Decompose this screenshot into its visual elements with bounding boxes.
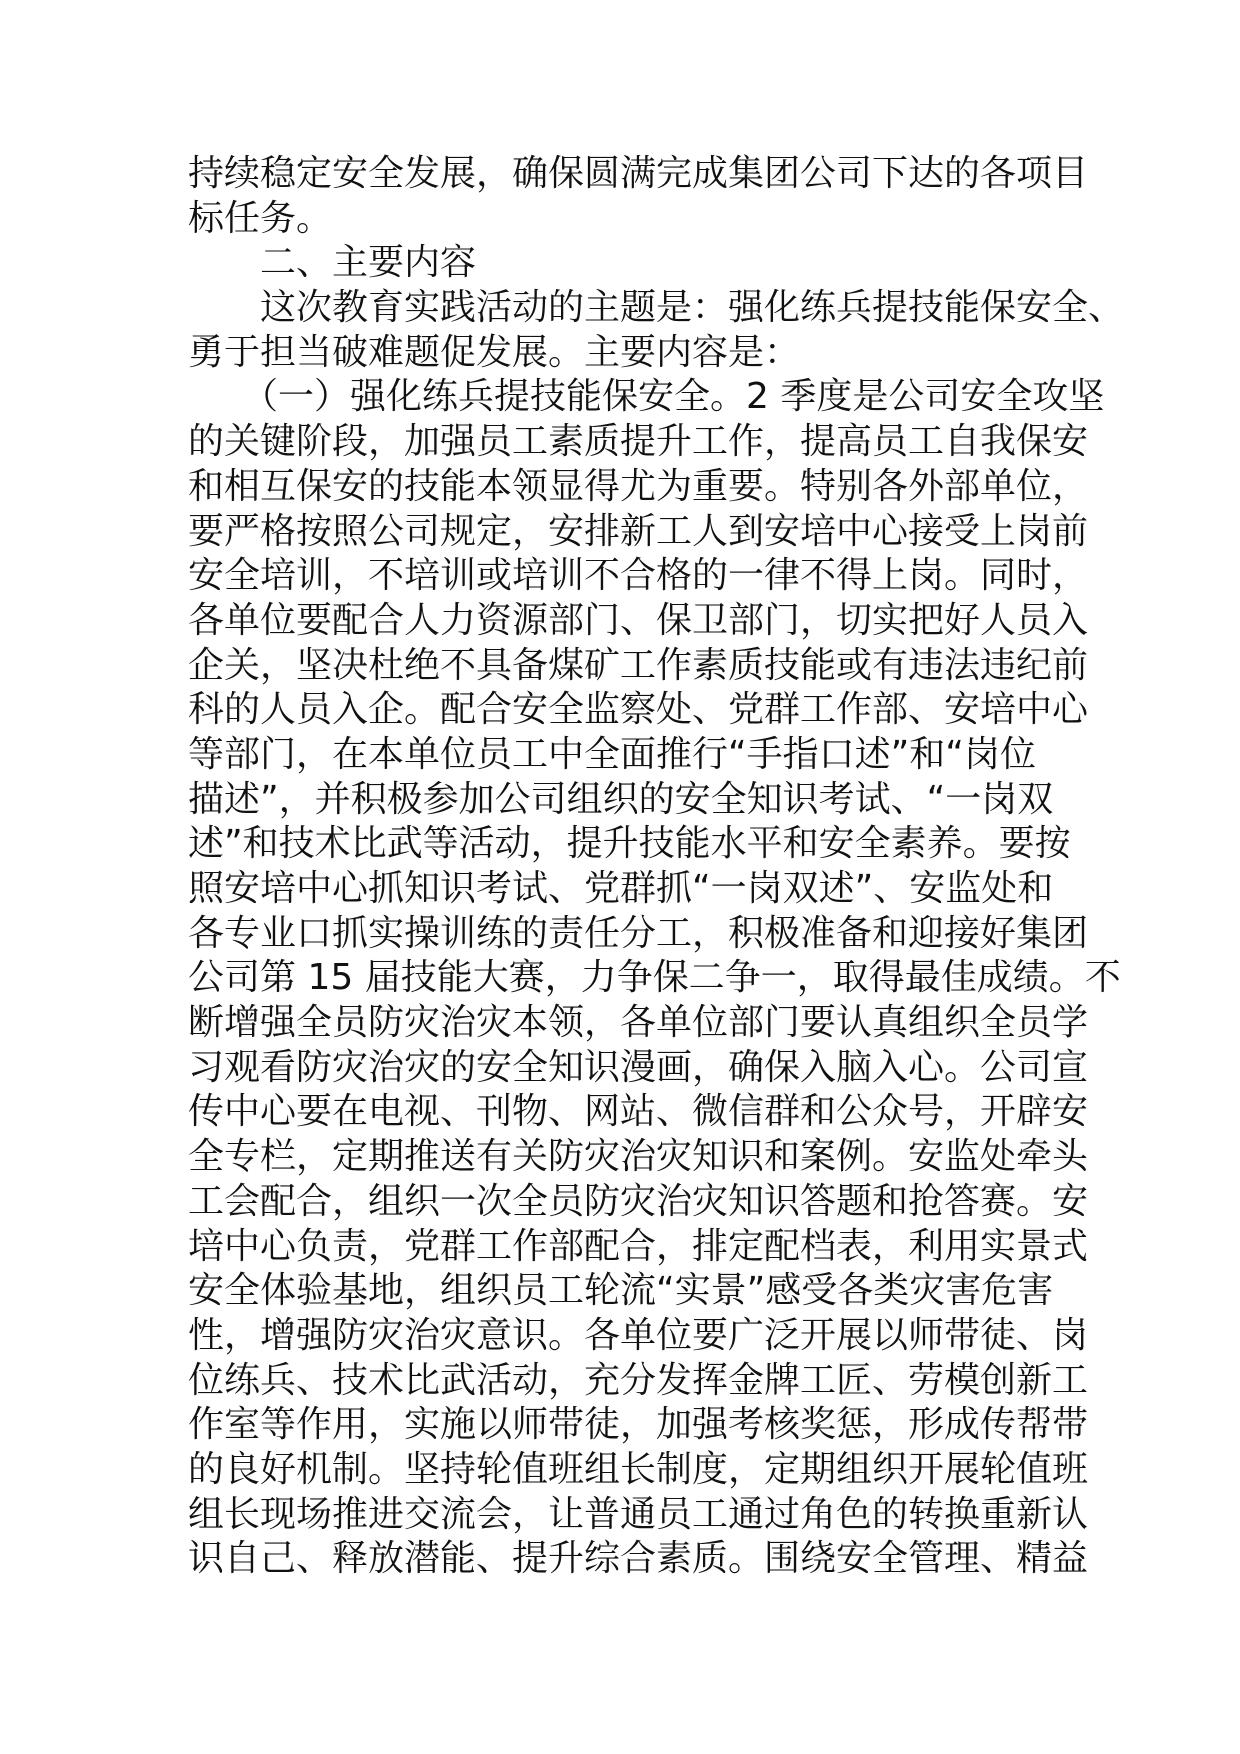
text-line: 照安培中心抓知识考试、党群抓“一岗双述”、安监处和 — [188, 868, 1054, 909]
text-line: 的关键阶段，加强员工素质提升工作，提高员工自我保安 — [188, 421, 1089, 463]
text-line: 组长现场推进交流会，让普通员工通过角色的转换重新认 — [188, 1493, 1089, 1535]
text-line: 性，增强防灾治灾意识。各单位要广泛开展以师带徒、岗 — [188, 1314, 1089, 1356]
text-line: 各单位要配合人力资源部门、保卫部门，切实把好人员入 — [188, 599, 1089, 641]
text-line: 勇于担当破难题促发展。主要内容是： — [188, 331, 801, 373]
text-line: 持续稳定安全发展，确保圆满完成集团公司下达的各项目 — [188, 153, 1089, 194]
text-line: 作室等作用，实施以师带徒，加强考核奖惩，形成传帮带 — [188, 1404, 1089, 1446]
text-line: 描述”，并积极参加公司组织的安全知识考试、“一岗双 — [188, 778, 1054, 820]
text-line: 等部门，在本单位员工中全面推行“手指口述”和“岗位 — [188, 733, 1036, 775]
text-line: 各专业口抓实操训练的责任分工，积极准备和迎接好集团 — [188, 912, 1089, 954]
text-line: 要严格按照公司规定，安排新工人到安培中心接受上岗前 — [188, 510, 1089, 552]
text-line: 传中心要在电视、刊物、网站、微信群和公众号，开辟安 — [188, 1091, 1089, 1133]
text-line: 断增强全员防灾治灾本领，各单位部门要认真组织全员学 — [188, 1002, 1089, 1044]
text-line: 科的人员入企。配合安全监察处、党群工作部、安培中心 — [188, 689, 1089, 731]
section-heading: 二、主要内容 — [188, 242, 477, 284]
text-line: 企关，坚决杜绝不具备煤矿工作素质技能或有违法违纪前 — [188, 644, 1089, 686]
text-line: 工会配合，组织一次全员防灾治灾知识答题和抢答赛。安 — [188, 1180, 1089, 1222]
text-line: 述”和技术比武等活动，提升技能水平和安全素养。要按 — [188, 823, 1071, 865]
subsection-heading-line: （一）强化练兵提技能保安全。2 季度是公司安全攻坚 — [188, 376, 1105, 418]
text-line: 的良好机制。坚持轮值班组长制度，定期组织开展轮值班 — [188, 1448, 1089, 1490]
text-line: 标任务。 — [188, 197, 333, 239]
text-line: 位练兵、技术比武活动，充分发挥金牌工匠、劳模创新工 — [188, 1359, 1089, 1401]
text-line: 识自己、释放潜能、提升综合素质。围绕安全管理、精益 — [188, 1538, 1089, 1580]
text-line: 这次教育实践活动的主题是：强化练兵提技能保安全、 — [188, 287, 1125, 329]
text-line: 培中心负责，党群工作部配合，排定配档表，利用实景式 — [188, 1225, 1089, 1267]
text-line: 公司第 15 届技能大赛，力争保二争一，取得最佳成绩。不 — [188, 957, 1121, 999]
text-line: 安全体验基地，组织员工轮流“实景”感受各类灾害危害 — [188, 1270, 1054, 1312]
text-line: 和相互保安的技能本领显得尤为重要。特别各外部单位， — [188, 465, 1089, 507]
text-line: 全专栏，定期推送有关防灾治灾知识和案例。安监处牵头 — [188, 1136, 1089, 1178]
text-line: 习观看防灾治灾的安全知识漫画，确保入脑入心。公司宣 — [188, 1046, 1089, 1088]
text-line: 安全培训，不培训或培训不合格的一律不得上岗。同时， — [188, 555, 1089, 597]
body-text — [188, 152, 1125, 1582]
